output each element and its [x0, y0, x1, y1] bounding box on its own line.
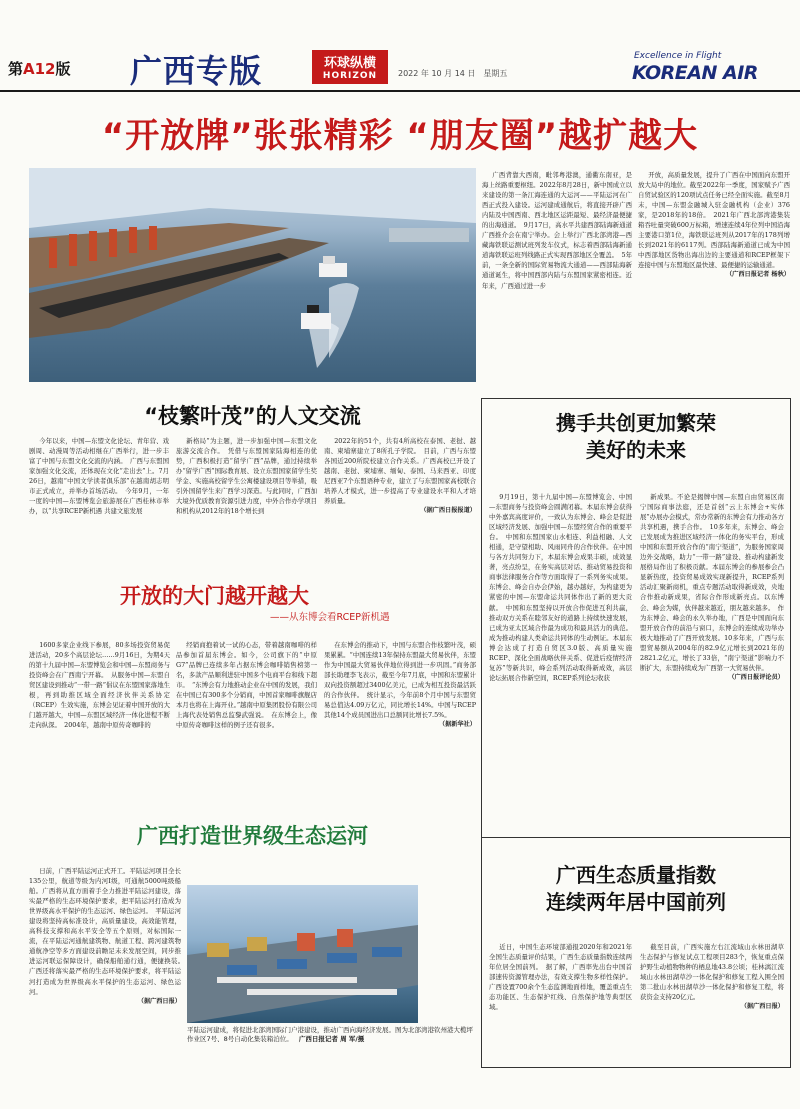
story1-source: （广西日报记者 杨秋） — [725, 271, 790, 279]
photo-caption-text: 平陆运河建成，将促进北部湾国际门户港建设，推动广西向海经济发展。图为北部湾港钦州港大榄坪作业区7号、8号自动化集装箱泊位。 — [187, 1026, 473, 1044]
korean-air-logo: KOREAN AIR — [632, 62, 758, 84]
story3-source: （据新华社） — [438, 721, 476, 729]
story6-column-2 — [640, 942, 784, 1064]
story5-col1-text: 9月19日，第十九届中国—东盟博览会、中国—东盟商务与投资峰会圆满闭幕。本届东博会获得中外嘉宾高度评价，一致认为东博会、峰会是促进区域经济发展、加强中国—东盟经贸合作的重要平台。 中国和东盟国家山水相连、利益相融、人文相通，是守望相助、风雨同舟的合作伙伴。在中国与各方共同努力下，本届东博会成果丰硕，成效显著，亮点纷呈，在务实高层对话、推动贸易投资和商事法律服务合作等方面取得了一系列务实成果。东博会、峰会自办会伊始，越办越好，为构建更为紧密的中国—东盟命运共同体作出了新的更大贡献。 中国和东盟坚持以开放合作促进互利共赢，推动双方关系在睦邻友好的道路上持续快速发展，已成为亚太区域合作最为成功和最具活力的典范。成为推动构建人类命运共同体的生动例证。本届东博会达成了打造自贸区3.0版、高质量实施RCEP、深化全面战略伙伴关系、促进后疫情经济复苏”等新共识，峰会系列活动取得新成效，高层论坛拓展合作新空间，RCEP系列论坛收获 — [489, 493, 632, 682]
story2-col2-text: 新格局”为主题，进一步加强中国—东盟文化旅游交流合作。 凭借与东盟国家陆海相连的优势，广西积极打造“留学广西”品牌，通过持续举办“留学广西”国际教育展、设立东盟国家留学生奖学金、实施高校留学生公寓楼建设项目等举措，吸引外国留学生来广西学习深造。与此同时，广西加大境外优质教育资源引进力度，中外合作办学项目和机构从2012年的18个增长到 — [176, 437, 317, 516]
story6-title-line2: 连续两年居中国前列 — [546, 890, 726, 914]
page-prefix: 第 — [8, 60, 24, 78]
story5-column-1 — [489, 492, 632, 834]
story3-subtitle: ——从东博会看RCEP新机遇 — [270, 612, 390, 623]
story6-source: （据广西日报） — [740, 1003, 784, 1011]
story4-source: （据广西日报） — [137, 997, 181, 1005]
brand-cn: 环球纵横 — [323, 56, 376, 71]
horizon-brand-badge — [312, 50, 388, 84]
port-aerial-photo — [29, 168, 476, 382]
story2-title: “枝繁叶茂”的人文交流 — [144, 404, 361, 428]
container-terminal-photo — [187, 885, 418, 1023]
story5-title-line2: 美好的未来 — [586, 438, 686, 462]
story1-col1-text: 广西背靠大西南，毗邻粤港澳，通衢东南亚，是海上丝路重要枢纽。2022年8月28日，新中国成立以来建设的第一条江海连通的大运河——平陆运河在广西正式投入建设。运河建成通航后，将直接开辟广西内陆及中国西南、西北地区运距最短、最经济最便捷的出海通道。 9月17日，高水平共建西部陆海新通道广西推介会在南宁举办。会上举行广西北部湾港—西藏海铁联运测试班列发车仪式，标志着西部陆海新通道海铁联运班列线路正式实现西部地区全覆盖。 5年前，一条全新的国际贸易物流大通道——西部陆海新通道诞生，将中国西部内陆与东盟国家紧密相连。近年来，广西通过进一步 — [482, 171, 632, 290]
ad-tagline: Excellence in Flight — [634, 51, 722, 61]
page-suffix: 版 — [55, 60, 71, 78]
main-headline: “开放牌”张张精彩 “朋友圈”越扩越大 — [101, 116, 699, 156]
story1-column-1 — [482, 170, 632, 396]
story1-column-2 — [638, 170, 790, 396]
page-number — [8, 58, 71, 79]
story3-column-3 — [324, 640, 476, 806]
story5-col2-text: 新成果。不论是揭牌中国—东盟自由贸易区南宁国际商事法庭，还是首创“云上东博会+实体展”办展办会模式，常办常新的东博会有力推动各方共享机遇，携手合作。 10多年来，东博会、峰会已发展成为推进区域经济一体化的务实平台，形成中国和东盟开放合作的“南宁渠道”，为服务国家周边外交战略，助力“一带一路”建设、推动构建新发展格局作出了积极贡献。本届东博会的参展参会凸显新热度，投资贸易成效实现新提升，RCEP系列活动汇聚新商机，重点专题活动取得新成效，央地合作推动新成果，省际合作形成新亮点。以东博会、峰会为媒，伙伴越来越近，朋友越来越多。 作为东博会、峰会的永久举办地，广西是中国面向东盟开放合作的前沿与窗口，东博会的连续成功举办极大地推动了广西开放发展。10多年来，广西与东盟贸易额从2004年的82.9亿元增长到2021年的2821.2亿元，增长了33倍，“南宁渠道”影响力不断扩大，东盟持续成为广西第一大贸易伙伴。 — [640, 493, 784, 672]
story5-title-line1: 携手共创更加繁荣 — [556, 411, 716, 435]
port-photo-illustration — [29, 168, 476, 382]
story6-title-line1: 广西生态质量指数 — [556, 863, 716, 887]
story2-column-3 — [324, 436, 476, 570]
header-rule — [0, 90, 800, 92]
story4-title: 广西打造世界级生态运河 — [137, 824, 368, 848]
story5-title — [481, 410, 791, 464]
story4-col1-text: 日前，广西平陆运河正式开工。平陆运河项目全长135公里，航道等级为内河I级，可通航5000吨级船舶。广西将从直方面着手全力推进平陆运河建设，落实最严格的生态环境保护要求，把平陆运河打造成为世界级高水平保护的生态运河、绿色运河。 平陆运河建设将坚持高标准设计，高质量建设，高效能管理，高科技支撑和高水平安全等五个原则，对标国际一流，在平陆运河通航建筑物、航道工程、跨河建筑物通航净空等多方面建设前瞻足未来发展空间，同步推进运河联运保障设计，确保船舶通行通，便捷换装。 广西还将落实最严格的生态环境保护要求，将平陆运河打造成为世界级高水平保护的生态运河、绿色运河。 — [29, 867, 188, 996]
section-title: 广西专版 — [130, 52, 263, 90]
brand-en: HORIZON — [322, 71, 378, 81]
story5-column-2 — [640, 492, 784, 834]
story3-column-1 — [29, 640, 170, 806]
story2-column-1 — [29, 436, 169, 570]
story4-column-1 — [29, 866, 188, 1066]
page-number-value: A12 — [23, 60, 56, 78]
story4-photo-caption — [187, 1026, 476, 1068]
story6-title — [481, 862, 791, 916]
story3-col2-text: 经销商抱着试一试的心态，带着越南咖啡的样品参加首届东博会。如今，公司旗下的“中原G7”品牌已连续多年占据东博会咖啡销售榜第一名，多款产品顺利进驻中国多个电商平台和线下超市。 “东博会有力地推动企业在中国的发展，我们在中国已有300多个分销商，中国首家咖啡旗舰店本月也将在上海开业。”越南中原集团股份有限公司上海代表处销售总监黎武强说。 在东博会上，像中原传奇咖啡这样的例子还有很多。 — [176, 641, 317, 730]
terminal-photo-illustration — [187, 885, 418, 1023]
story3-column-2 — [176, 640, 317, 806]
issue-date: 2022 年 10 月 14 日 星期五 — [398, 69, 508, 78]
story3-col3-text: 在东博会的推动下，中国与东盟合作枝繁叶茂，硕果累累。“中国连续13年保持东盟最大贸易伙伴，东盟作为中国最大贸易伙伴地位得到进一步巩固。”商务部部长助理李飞表示，截至今年7月底，中国和东盟累计双向投资额超过3400亿美元，已成为相互投资最活跃的合作伙伴。 统计显示，今年前8个月中国与东盟贸易总值达4.09万亿元，同比增长14%。中国与RCEP其他14个成员国进出口总额同比增长7.5%。 — [324, 641, 476, 720]
story2-col3-text: 2022年的51个，共有4所高校在泰国、老挝、越南、柬埔寨建立了8所孔子学院。 目前，广西与东盟各国近200所院校建立合作关系。广西高校已开设了越南、老挝、柬埔寨、缅甸、泰国、马来西亚、印度尼西亚7个东盟语种专业，建立了与东盟国家高校联合培养人才模式，进一步提高了专业建设水平和人才培养质量。 — [324, 437, 476, 506]
photo-credit: 广西日报记者 周 军/摄 — [298, 1035, 365, 1044]
story6-column-1 — [489, 942, 632, 1064]
story6-col1-text: 近日，中国生态环境部通报2020年和2021年全国生态质量评价结果，广西生态质量指数连续两年位居全国前列。 据了解，广西率先出台中国首部速传资源管理办法，有效支撑生物多样性保护。广西设置700余个生态监测地面样地，覆盖重点生态功能区、生态保护红线、自然保护地等典型区域。 — [489, 943, 632, 1012]
story6-col2-text: 截至目前，广西实施左右江流域山水林田湖草生态保护与修复试点工程项目283个，恢复重点保护野生动植物物种的栖息地43.8公顷；桂林漓江流域山水林田湖草沙一体化保护和修复工程入围全国第二批山水林田湖草沙一体化保护和修复工程，将获资金支持20亿元。 — [640, 943, 784, 1002]
story1-col2-text: 开放，高质量发展，提升了广西在中国面向东盟开放大局中的地位。截至2022年一季度，国家赋予广西自贸试验区的120项试点任务已经全面实施。截至8月末，中国—东盟金融城入驻金融机构（企业）376家，是2018年的18倍。 2021年广西北部湾港集装箱吞吐量突破600万标箱，增速连续4年位列中国沿海主要港口第1位，海铁联运班列从2017年的178列增长到2021年的6117列。西部陆海新通道已成为中国中西部地区货物出海出边的主要通道和RCEP框架下连接中国与东盟地区最快速、最便捷的运输通道。 — [638, 171, 790, 270]
story3-col1-text: 1600多家企业线下参展，80多场投资贸易促进活动，20多个高层论坛……9月16日，为期4天的第十九届中国—东盟博览会和中国—东盟商务与投资峰会在广西南宁开幕。 从服务中国—东盟自贸区建设到推动“一带一路”倡议在东盟国家落地生根，再到助推区域全面经济伙伴关系协定（RCEP）生效实施，东博会见证着中国开放的大门越开越大，中国—东盟区域经济一体化进程不断走向纵深。 2004年，越南中原传奇咖啡的 — [29, 641, 170, 730]
story3-title: 开放的大门越开越大 — [120, 584, 309, 608]
story2-source: （据广西日报报道） — [420, 507, 476, 515]
story2-col1-text: 今年以来，中国—东盟文化论坛、青年营、戏剧周、动漫周等活动相继在广西举行，进一步丰富了中国与东盟文化交流的内涵。 广西与东盟国家加强文化交流，还体现在文化“走出去”上。7月26日，越南“中国文学读者俱乐部”在越南胡志明市正式成立，并举办首场活动。 今年9月，一年一度的中国—东盟博览会旅游展在广西桂林市举办，以“共享RCEP新机遇 共建文旅发展 — [29, 437, 169, 516]
story2-column-2 — [176, 436, 317, 570]
story5-source: （广西日报评论员） — [728, 673, 784, 681]
right-box-divider — [481, 837, 791, 838]
